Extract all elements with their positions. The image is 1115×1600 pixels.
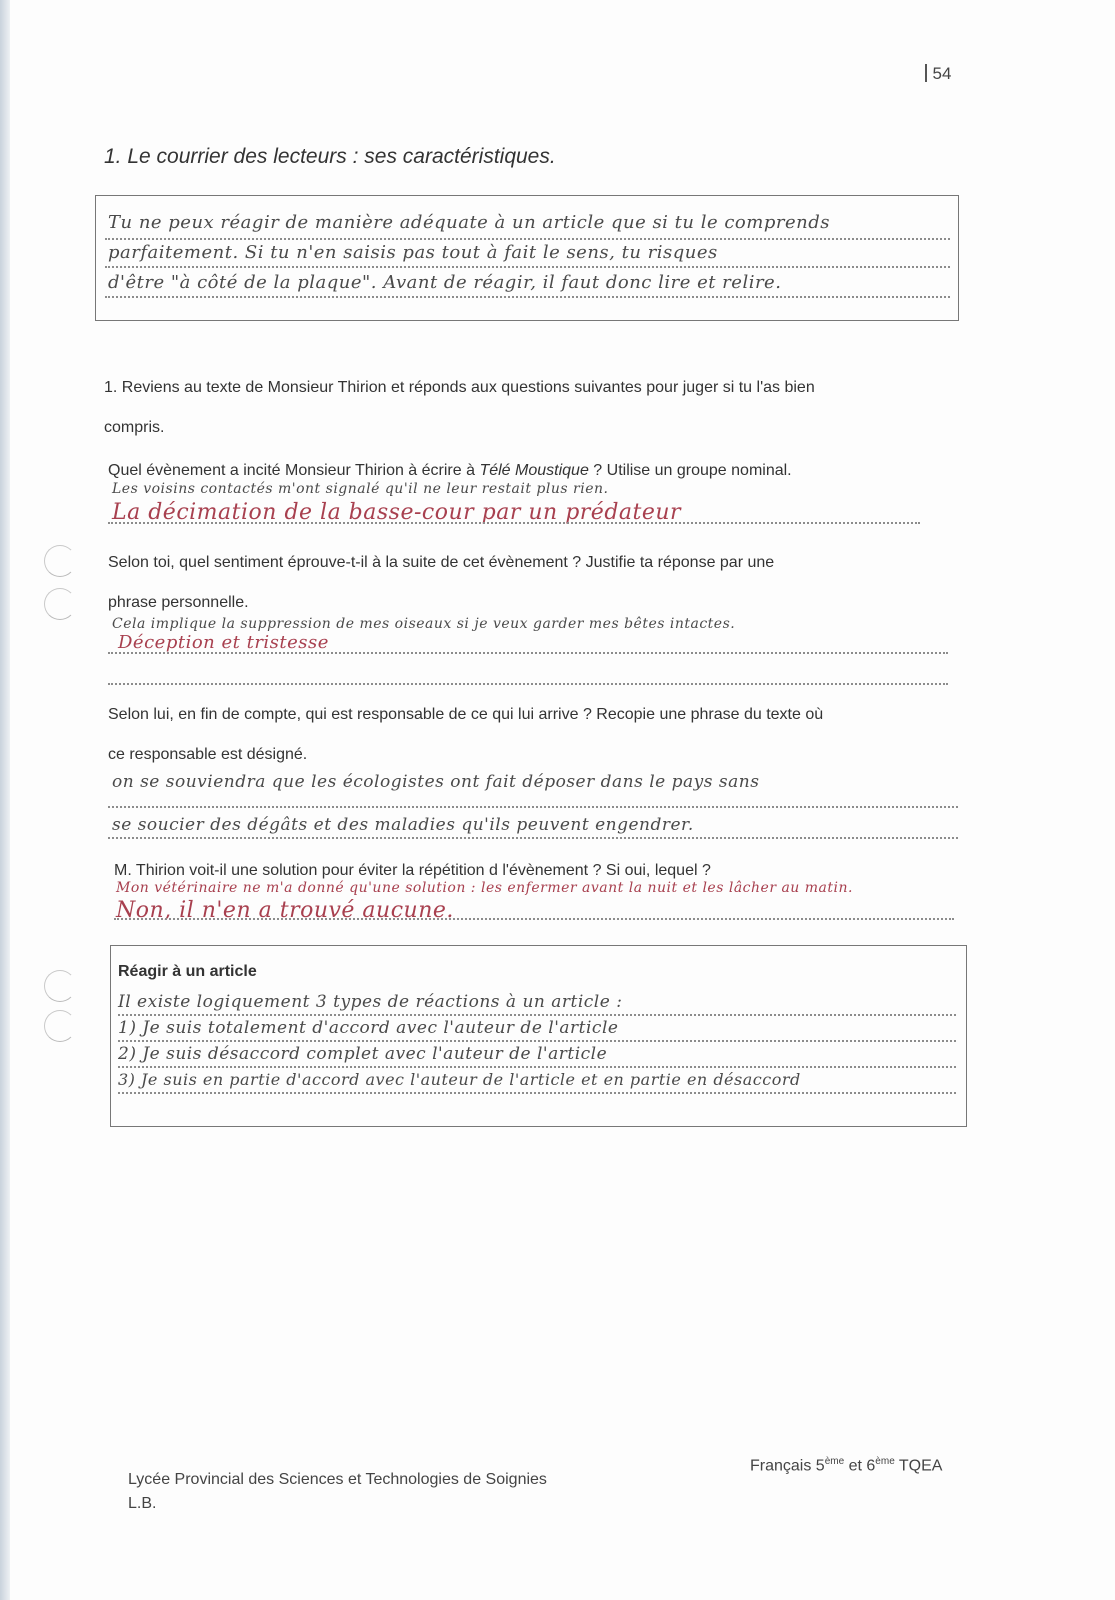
answer-1-pencil: Les voisins contactés m'ont signalé qu'il ne leur restait plus rien. [112,481,609,497]
punch-hole [44,970,76,1002]
reagir-handwritten-line: 1) Je suis totalement d'accord avec l'auteur de l'article [118,1018,619,1038]
reagir-box-title: Réagir à un article [118,963,257,980]
footer-course [750,1456,942,1475]
question-3-cont: ce responsable est désigné. [108,746,308,763]
author-initials: L.B. [128,1495,157,1512]
answer-4-pencil: Mon vétérinaire ne m'a donné qu'une solution : les enfermer avant la nuit et les lâcher au matin. [116,880,853,896]
page-number [925,64,951,84]
reagir-handwritten-line: 3) Je suis en partie d'accord avec l'auteur de l'article et en partie en désaccord [118,1070,801,1089]
intro-handwritten-line: parfaitement. Si tu n'en saisis pas tout à fait le sens, tu risques [108,242,718,263]
question-4: M. Thirion voit-il une solution pour éviter la répétition d l'évènement ? Si oui, lequel ? [114,862,711,879]
section-title: 1. Le courrier des lecteurs : ses caractéristiques. [104,145,556,168]
question-1 [108,462,792,480]
intro-handwritten-line: d'être "à côté de la plaque". Avant de réagir, il faut donc lire et relire. [108,272,782,293]
answer-line [114,918,954,920]
school-name: Lycée Provincial des Sciences et Technologies de Soignies [128,1471,547,1488]
ordinal-sup: ème [824,1456,845,1467]
answer-1-red: La décimation de la basse-cour par un prédateur [112,500,682,525]
answer-line [108,683,948,685]
dotted-line [105,266,950,268]
answer-3-line1: on se souviendra que les écologistes ont fait déposer dans le pays sans [112,772,760,792]
course-text: Français 5 [750,1457,825,1475]
dotted-line [118,1040,956,1042]
dotted-line [118,1092,956,1094]
question-2-cont: phrase personnelle. [108,594,249,611]
question-1-text-end: ? Utilise un groupe nominal. [588,462,792,479]
punch-hole [44,1010,76,1042]
punch-hole [44,588,76,620]
punch-hole [44,545,76,577]
answer-line [108,837,958,839]
question-2: Selon toi, quel sentiment éprouve-t-il à la suite de cet évènement ? Justifie ta réponse par une [108,554,775,571]
answer-line [108,522,920,524]
course-text: TQEA [894,1457,943,1475]
course-text: et 6 [844,1457,876,1475]
dotted-line [118,1014,956,1016]
answer-2-pencil: Cela implique la suppression de mes oiseaux si je veux garder mes bêtes intactes. [112,616,736,632]
answer-2-red: Déception et tristesse [118,632,329,653]
dotted-line [118,1066,956,1068]
answer-line [108,652,948,654]
answer-line [108,806,958,808]
dotted-line [105,296,950,298]
answer-3-line2: se soucier des dégâts et des maladies qu'ils peuvent engendrer. [112,815,694,835]
magazine-title: Télé Moustique [479,462,589,479]
scan-edge [0,0,10,1600]
ordinal-sup: ème [875,1456,895,1467]
reagir-handwritten-line: Il existe logiquement 3 types de réactions à un article : [118,992,623,1012]
footer-school [128,1468,547,1516]
intro-handwritten-line: Tu ne peux réagir de manière adéquate à un article que si tu le comprends [108,212,830,233]
reagir-handwritten-line: 2) Je suis désaccord complet avec l'auteur de l'article [118,1044,608,1064]
question-3: Selon lui, en fin de compte, qui est responsable de ce qui lui arrive ? Recopie une phrase du texte où [108,706,824,723]
page-number-value: 54 [932,64,952,83]
dotted-line [105,238,950,240]
answer-4-red: Non, il n'en a trouvé aucune. [116,898,454,923]
question-1-text: Quel évènement a incité Monsieur Thirion à écrire à [108,462,480,479]
exercise-instruction-cont: compris. [104,419,165,436]
exercise-instruction: 1. Reviens au texte de Monsieur Thirion et réponds aux questions suivantes pour juger si tu l'as bien [104,379,815,396]
